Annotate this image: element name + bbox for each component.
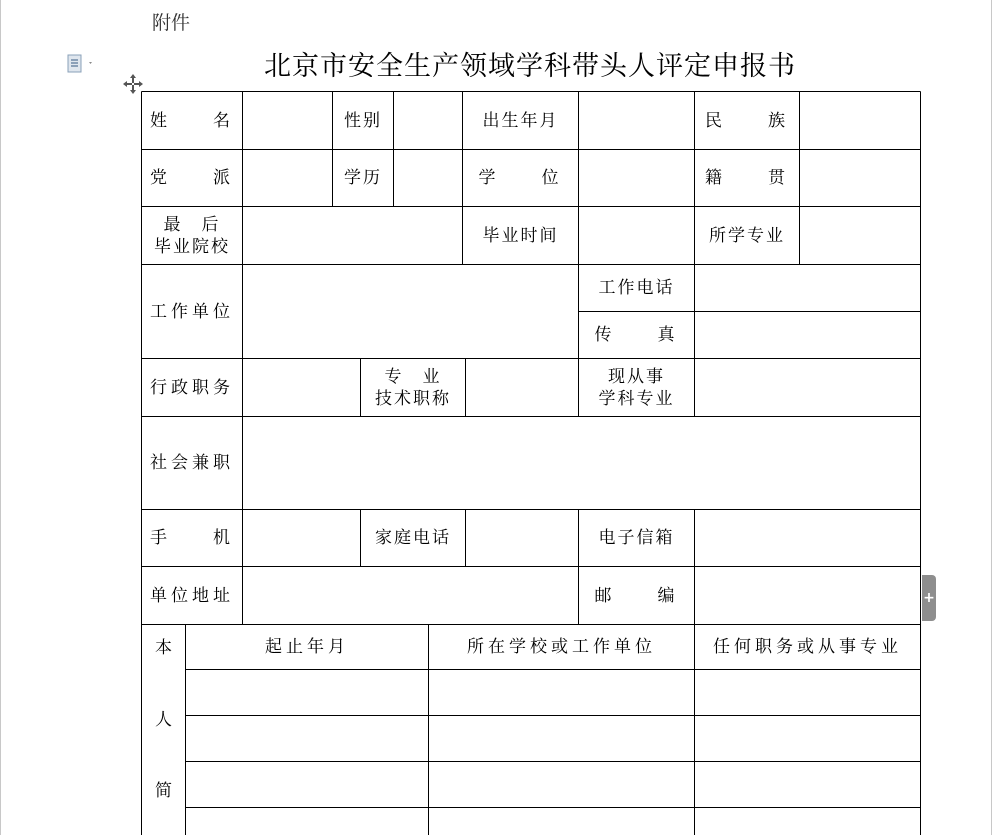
label-birth: 出生年月 (482, 110, 559, 131)
label-grad-time: 毕业时间 (482, 225, 559, 246)
label-current-subject (579, 359, 694, 416)
label-email: 电子信箱 (598, 528, 675, 548)
gender-field[interactable] (394, 92, 462, 149)
resume-row-4-post[interactable] (695, 808, 920, 835)
label-degree: 学 位 (478, 168, 563, 188)
name-field[interactable] (243, 92, 332, 149)
resume-side-label-1: 本 (155, 638, 172, 658)
current-subject-field[interactable] (695, 359, 920, 416)
resume-row-2-post[interactable] (695, 716, 920, 761)
page-edge-left (0, 0, 1, 835)
unit-address-field[interactable] (243, 567, 578, 624)
resume-row-3-post[interactable] (695, 762, 920, 807)
resume-header-post: 任何职务或从事专业 (713, 637, 902, 657)
label-last-school-line1: 最 后 (163, 214, 221, 235)
resume-row-4-unit[interactable] (429, 808, 694, 835)
admin-post-field[interactable] (243, 359, 360, 416)
degree-field[interactable] (579, 150, 694, 206)
label-gender: 性别 (344, 110, 382, 131)
resume-row-1-post[interactable] (695, 670, 920, 715)
fax-field[interactable] (695, 312, 920, 358)
postcode-field[interactable] (695, 567, 920, 624)
label-current-subject-line2: 学科专业 (598, 388, 675, 409)
resume-side-label-2: 人 (155, 710, 172, 730)
education-field[interactable] (394, 150, 462, 206)
resume-header-unit: 所在学校或工作单位 (467, 637, 656, 657)
resume-header-period: 起止年月 (265, 637, 349, 657)
resume-row-4-period[interactable] (186, 808, 428, 835)
party-field[interactable] (243, 150, 332, 206)
label-postcode: 邮 编 (594, 585, 679, 606)
work-phone-field[interactable] (695, 265, 920, 311)
attachment-label: 附件 (152, 12, 191, 34)
resume-row-3-period[interactable] (186, 762, 428, 807)
label-fax: 传 真 (594, 325, 679, 345)
major-field[interactable] (800, 207, 920, 264)
document-icon[interactable] (66, 54, 94, 74)
resume-row-1-period[interactable] (186, 670, 428, 715)
birth-field[interactable] (579, 92, 694, 149)
mobile-field[interactable] (243, 510, 360, 566)
resume-row-2-period[interactable] (186, 716, 428, 761)
resume-row-2-unit[interactable] (429, 716, 694, 761)
page-title: 北京市安全生产领域学科带头人评定申报书 (264, 51, 796, 82)
label-last-school (142, 207, 242, 264)
label-pro-title-line1: 专 业 (384, 366, 442, 387)
label-name: 姓 名 (150, 110, 234, 131)
resume-row-1-unit[interactable] (429, 670, 694, 715)
label-pro-title (361, 359, 465, 416)
label-admin-post: 行政职务 (150, 377, 234, 398)
native-place-field[interactable] (800, 150, 920, 206)
ethnicity-field[interactable] (800, 92, 920, 149)
label-current-subject-line1: 现从事 (608, 366, 665, 387)
label-home-phone: 家庭电话 (375, 528, 451, 548)
label-work-phone: 工作电话 (598, 278, 675, 298)
label-ethnicity: 民 族 (705, 110, 789, 131)
label-mobile: 手 机 (150, 528, 234, 548)
resume-row-3-unit[interactable] (429, 762, 694, 807)
social-posts-field[interactable] (243, 417, 920, 509)
add-row-symbol: + (923, 590, 935, 606)
label-social-posts: 社会兼职 (150, 453, 234, 473)
pro-title-field[interactable] (466, 359, 578, 416)
label-last-school-line2: 毕业院校 (154, 236, 230, 257)
work-unit-field[interactable] (243, 265, 578, 358)
label-party: 党 派 (150, 168, 234, 188)
label-education: 学历 (344, 168, 382, 188)
grad-time-field[interactable] (579, 207, 694, 264)
label-work-unit: 工作单位 (150, 301, 234, 322)
last-school-field[interactable] (243, 207, 462, 264)
email-field[interactable] (695, 510, 920, 566)
label-unit-address: 单位地址 (150, 585, 234, 606)
label-major: 所学专业 (709, 225, 785, 246)
home-phone-field[interactable] (466, 510, 578, 566)
add-row-icon[interactable] (922, 575, 936, 621)
page-edge-right (991, 0, 992, 835)
resume-side-label-3: 简 (155, 781, 172, 801)
label-pro-title-line2: 技术职称 (375, 388, 451, 409)
label-native-place: 籍 贯 (705, 168, 789, 188)
